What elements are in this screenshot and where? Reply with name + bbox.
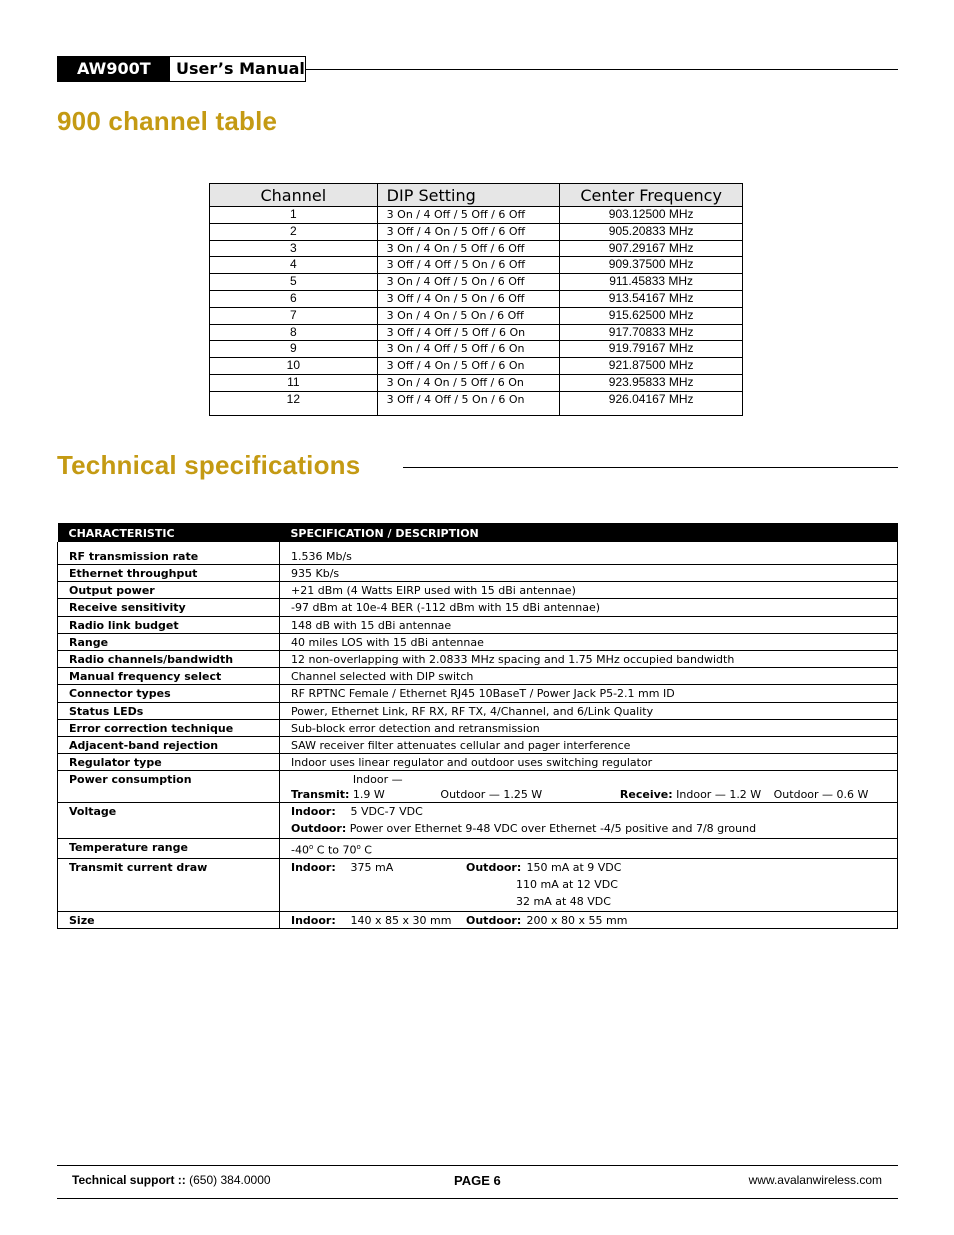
footer-support bbox=[72, 1173, 271, 1187]
dip-cell: 3 Off / 4 On / 5 On / 6 Off bbox=[377, 290, 560, 307]
dip-cell: 3 Off / 4 On / 5 Off / 6 Off bbox=[377, 223, 560, 240]
table-row bbox=[210, 374, 743, 391]
table-row bbox=[58, 582, 898, 599]
spec-value: Channel selected with DIP switch bbox=[280, 668, 898, 685]
spec-value: 935 Kb/s bbox=[280, 565, 898, 582]
freq-cell: 911.45833 MHz bbox=[560, 274, 743, 291]
manual-label: User’s Manual bbox=[169, 56, 306, 82]
freq-cell: 923.95833 MHz bbox=[560, 374, 743, 391]
dip-cell: 3 On / 4 Off / 5 Off / 6 On bbox=[377, 341, 560, 358]
table-row bbox=[58, 911, 898, 928]
freq-cell: 919.79167 MHz bbox=[560, 341, 743, 358]
table-row bbox=[58, 650, 898, 667]
temp-unit: C bbox=[360, 843, 372, 857]
spec-key: Radio link budget bbox=[58, 616, 280, 633]
spec-key: RF transmission rate bbox=[58, 542, 280, 565]
current-indoor-value: 375 mA bbox=[350, 860, 394, 874]
size-indoor-value: 140 x 85 x 30 mm bbox=[350, 913, 452, 927]
col-dip: DIP Setting bbox=[377, 184, 560, 207]
spec-value: Sub-block error detection and retransmission bbox=[280, 719, 898, 736]
spec-value bbox=[280, 839, 898, 859]
voltage-outdoor-value: Power over Ethernet 9-48 VDC over Ethernet -4/5 positive and 7/8 ground bbox=[349, 822, 757, 836]
size-outdoor-label: Outdoor: bbox=[466, 913, 522, 927]
spec-key: Receive sensitivity bbox=[58, 599, 280, 616]
table-row bbox=[58, 599, 898, 616]
spec-key: Temperature range bbox=[58, 839, 280, 859]
freq-cell: 905.20833 MHz bbox=[560, 223, 743, 240]
table-row bbox=[210, 341, 743, 358]
spec-value: SAW receiver filter attenuates cellular and pager interference bbox=[280, 736, 898, 753]
table-row bbox=[58, 839, 898, 859]
degree-symbol: o bbox=[308, 843, 314, 852]
current-outdoor-value: 110 mA at 12 VDC bbox=[516, 877, 618, 891]
spec-key: Power consumption bbox=[58, 771, 280, 803]
table-row bbox=[58, 736, 898, 753]
channel-cell: 1 bbox=[210, 207, 378, 224]
voltage-indoor-value: 5 VDC-7 VDC bbox=[350, 805, 423, 819]
table-row bbox=[58, 685, 898, 702]
dip-cell: 3 Off / 4 Off / 5 Off / 6 On bbox=[377, 324, 560, 341]
table-row bbox=[58, 633, 898, 650]
spec-key: Radio channels/bandwidth bbox=[58, 650, 280, 667]
transmit-indoor: Indoor — 1.9 W bbox=[352, 773, 403, 802]
dip-cell: 3 On / 4 On / 5 Off / 6 Off bbox=[377, 240, 560, 257]
spec-value bbox=[280, 803, 898, 839]
transmit-outdoor: Outdoor — 1.25 W bbox=[440, 788, 543, 802]
spec-key: Output power bbox=[58, 582, 280, 599]
channel-table bbox=[209, 183, 743, 416]
dip-cell: 3 Off / 4 On / 5 Off / 6 On bbox=[377, 358, 560, 375]
spec-value bbox=[280, 858, 898, 911]
channel-cell: 3 bbox=[210, 240, 378, 257]
spec-key: Status LEDs bbox=[58, 702, 280, 719]
channel-cell: 7 bbox=[210, 307, 378, 324]
table-row bbox=[210, 240, 743, 257]
spec-value: 1.536 Mb/s bbox=[280, 542, 898, 565]
table-row bbox=[210, 207, 743, 224]
footer-rule-top bbox=[57, 1165, 898, 1166]
channel-cell: 11 bbox=[210, 374, 378, 391]
header-rule bbox=[306, 69, 898, 70]
spec-key: Ethernet throughput bbox=[58, 565, 280, 582]
receive-label: Receive: bbox=[619, 788, 673, 802]
table-row bbox=[58, 565, 898, 582]
freq-cell: 921.87500 MHz bbox=[560, 358, 743, 375]
current-outdoor-value: 150 mA at 9 VDC bbox=[526, 860, 622, 874]
spec-table bbox=[57, 523, 898, 929]
spec-key: Error correction technique bbox=[58, 719, 280, 736]
size-outdoor-value: 200 x 80 x 55 mm bbox=[526, 913, 628, 927]
spec-value: Indoor uses linear regulator and outdoor uses switching regulator bbox=[280, 754, 898, 771]
table-row bbox=[210, 391, 743, 415]
channel-table-title: 900 channel table bbox=[57, 106, 278, 136]
table-row bbox=[210, 274, 743, 291]
table-row bbox=[58, 771, 898, 803]
dip-cell: 3 On / 4 Off / 5 On / 6 Off bbox=[377, 274, 560, 291]
table-row bbox=[58, 702, 898, 719]
tech-spec-rule bbox=[403, 467, 898, 468]
tech-spec-title: Technical specifications bbox=[57, 450, 361, 480]
spec-key: Range bbox=[58, 633, 280, 650]
dip-cell: 3 On / 4 On / 5 On / 6 Off bbox=[377, 307, 560, 324]
dip-cell: 3 On / 4 On / 5 Off / 6 On bbox=[377, 374, 560, 391]
size-indoor-label: Indoor: bbox=[291, 913, 336, 927]
table-row bbox=[58, 754, 898, 771]
page-number: PAGE 6 bbox=[454, 1173, 501, 1188]
receive-outdoor: Outdoor — 0.6 W bbox=[773, 788, 869, 802]
table-row bbox=[58, 858, 898, 911]
table-row bbox=[210, 223, 743, 240]
spec-value: 40 miles LOS with 15 dBi antennae bbox=[280, 633, 898, 650]
support-separator: :: bbox=[174, 1173, 190, 1187]
voltage-outdoor-label: Outdoor: bbox=[291, 822, 347, 836]
spec-key: Transmit current draw bbox=[58, 858, 280, 911]
channel-cell: 4 bbox=[210, 257, 378, 274]
channel-cell: 12 bbox=[210, 391, 378, 415]
col-characteristic: CHARACTERISTIC bbox=[58, 523, 280, 542]
spec-key: Connector types bbox=[58, 685, 280, 702]
table-row bbox=[210, 324, 743, 341]
col-frequency: Center Frequency bbox=[560, 184, 743, 207]
table-row bbox=[58, 542, 898, 565]
spec-key: Voltage bbox=[58, 803, 280, 839]
spec-value: Power, Ethernet Link, RF RX, RF TX, 4/Channel, and 6/Link Quality bbox=[280, 702, 898, 719]
channel-cell: 9 bbox=[210, 341, 378, 358]
degree-symbol: o bbox=[356, 843, 361, 852]
voltage-indoor-label: Indoor: bbox=[291, 805, 336, 819]
spec-value bbox=[280, 911, 898, 928]
transmit-label: Transmit: bbox=[291, 788, 350, 802]
dip-cell: 3 Off / 4 Off / 5 On / 6 On bbox=[377, 391, 560, 415]
table-row bbox=[210, 290, 743, 307]
freq-cell: 915.62500 MHz bbox=[560, 307, 743, 324]
spec-table-header bbox=[58, 523, 898, 542]
freq-cell: 903.12500 MHz bbox=[560, 207, 743, 224]
freq-cell: 926.04167 MHz bbox=[560, 391, 743, 415]
footer-rule-bottom bbox=[57, 1198, 898, 1199]
support-phone: (650) 384.0000 bbox=[189, 1173, 271, 1187]
current-outdoor-value: 32 mA at 48 VDC bbox=[516, 894, 611, 908]
spec-value: -97 dBm at 10e-4 BER (-112 dBm with 15 dBi antennae) bbox=[280, 599, 898, 616]
spec-key: Adjacent-band rejection bbox=[58, 736, 280, 753]
table-row bbox=[58, 719, 898, 736]
support-label: Technical support bbox=[72, 1173, 175, 1187]
freq-cell: 907.29167 MHz bbox=[560, 240, 743, 257]
website-link[interactable]: www.avalanwireless.com bbox=[748, 1173, 882, 1187]
table-row bbox=[210, 257, 743, 274]
channel-table-header bbox=[210, 184, 743, 207]
spec-key: Size bbox=[58, 911, 280, 928]
current-outdoor-label: Outdoor: bbox=[466, 860, 522, 874]
dip-cell: 3 On / 4 Off / 5 Off / 6 Off bbox=[377, 207, 560, 224]
table-row bbox=[210, 358, 743, 375]
spec-value bbox=[280, 771, 898, 803]
table-row bbox=[58, 616, 898, 633]
dip-cell: 3 Off / 4 Off / 5 On / 6 Off bbox=[377, 257, 560, 274]
channel-cell: 10 bbox=[210, 358, 378, 375]
spec-value: RF RPTNC Female / Ethernet RJ45 10BaseT / Power Jack P5-2.1 mm ID bbox=[280, 685, 898, 702]
channel-cell: 8 bbox=[210, 324, 378, 341]
receive-indoor: Indoor — 1.2 W bbox=[676, 788, 762, 802]
table-row bbox=[58, 668, 898, 685]
freq-cell: 909.37500 MHz bbox=[560, 257, 743, 274]
table-row bbox=[210, 307, 743, 324]
model-label: AW900T bbox=[57, 56, 169, 82]
temp-mid: C to 70 bbox=[313, 843, 357, 857]
table-row bbox=[58, 803, 898, 839]
channel-cell: 5 bbox=[210, 274, 378, 291]
temp-low: -40 bbox=[291, 843, 309, 857]
spec-value: +21 dBm (4 Watts EIRP used with 15 dBi antennae) bbox=[280, 582, 898, 599]
spec-key: Manual frequency select bbox=[58, 668, 280, 685]
col-specification: SPECIFICATION / DESCRIPTION bbox=[280, 523, 898, 542]
freq-cell: 917.70833 MHz bbox=[560, 324, 743, 341]
spec-key: Regulator type bbox=[58, 754, 280, 771]
spec-value: 12 non-overlapping with 2.0833 MHz spacing and 1.75 MHz occupied bandwidth bbox=[280, 650, 898, 667]
channel-cell: 2 bbox=[210, 223, 378, 240]
freq-cell: 913.54167 MHz bbox=[560, 290, 743, 307]
channel-cell: 6 bbox=[210, 290, 378, 307]
spec-value: 148 dB with 15 dBi antennae bbox=[280, 616, 898, 633]
col-channel: Channel bbox=[210, 184, 378, 207]
current-indoor-label: Indoor: bbox=[291, 860, 336, 874]
